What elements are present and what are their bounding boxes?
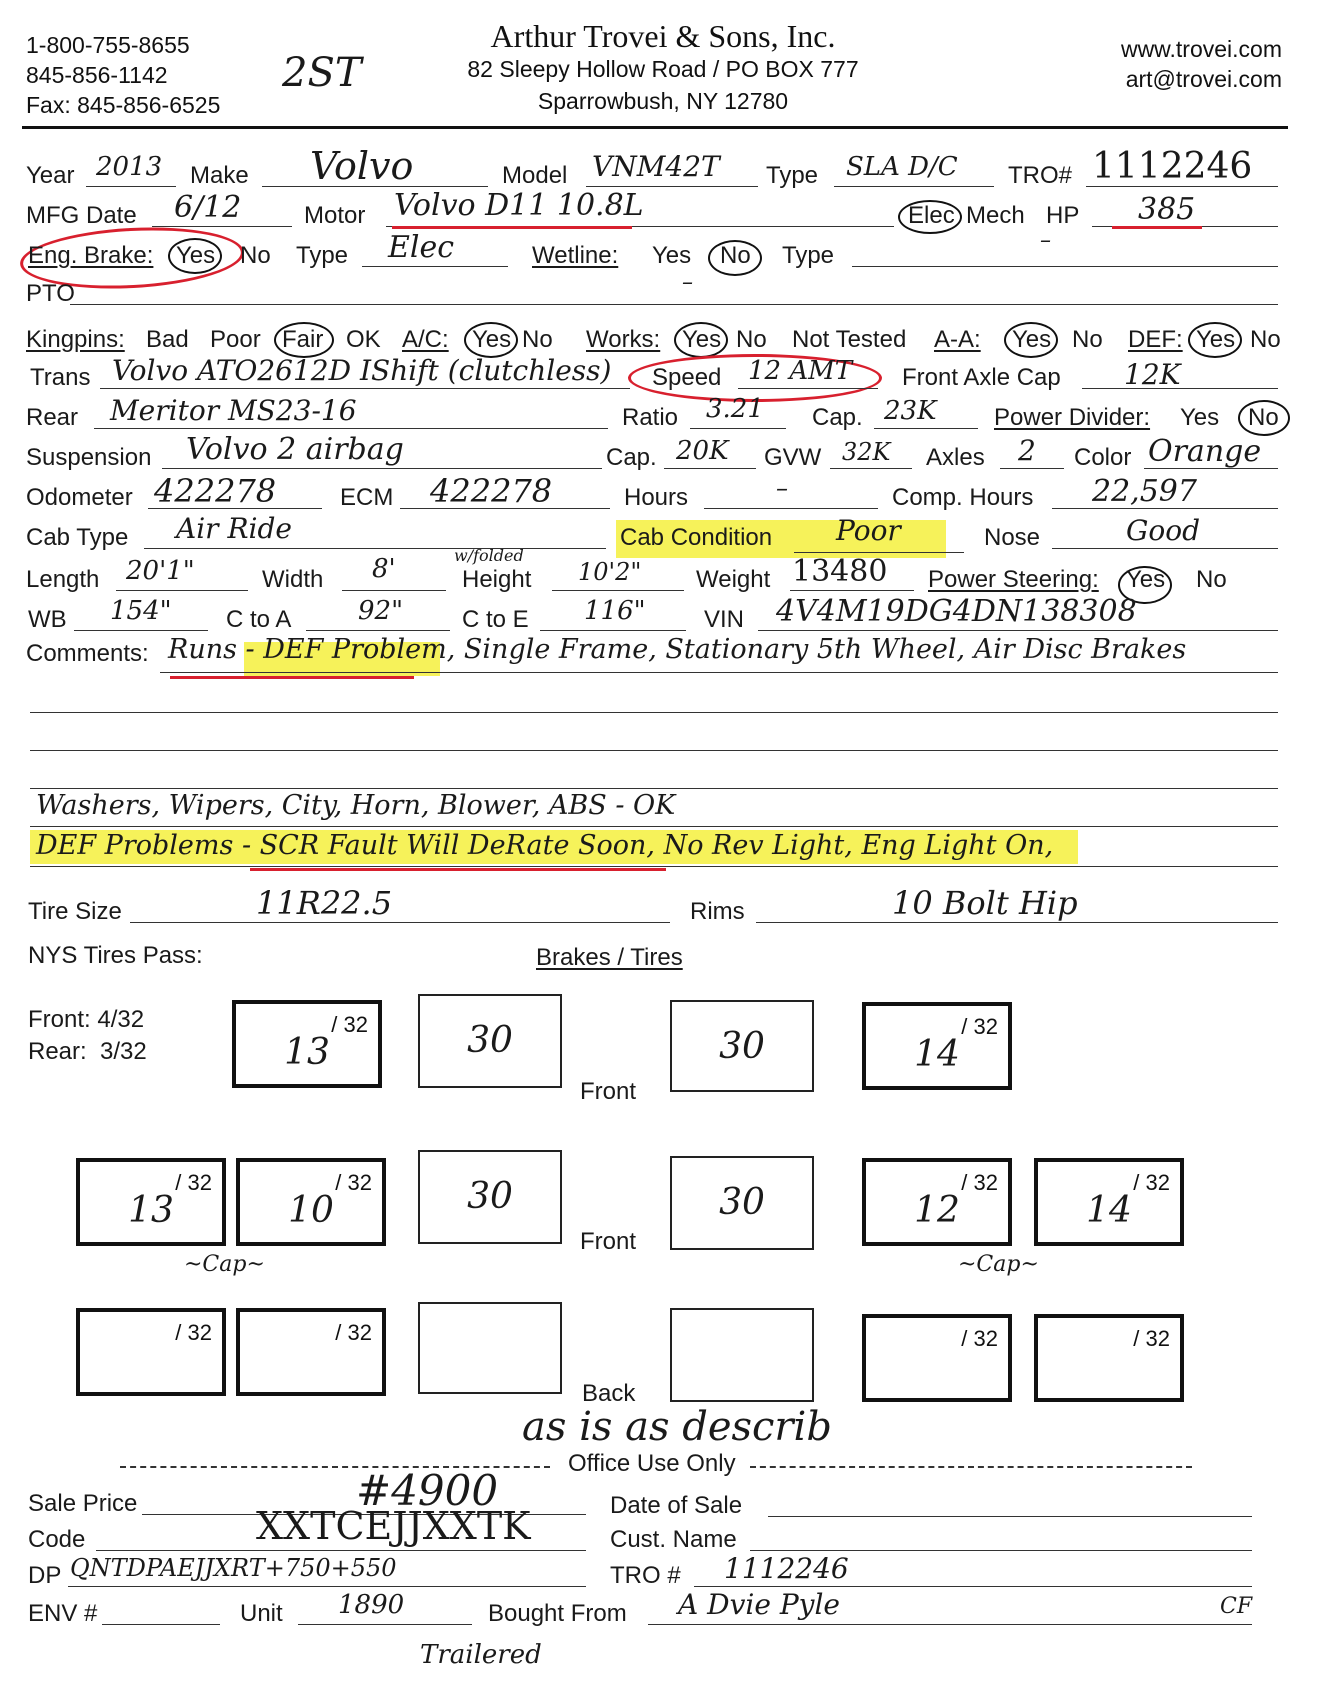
tire-mid-right-inner[interactable]: / 32 12 [862, 1158, 1012, 1246]
ac-no: No [522, 326, 553, 353]
front-axle-cap-label: Front Axle Cap [902, 364, 1061, 391]
phone-2: 845-856-1142 [26, 62, 168, 88]
wetline-yes: Yes [652, 242, 692, 269]
eng-brake-yes: Yes [176, 242, 216, 269]
c-to-e-label: C to E [462, 606, 529, 633]
power-divider-no: No [1248, 404, 1279, 431]
brake-mid-left[interactable]: 30 [418, 1150, 562, 1244]
header-divider [22, 126, 1288, 129]
year-value: 2013 [96, 152, 163, 182]
back-label: Back [582, 1380, 636, 1407]
tro-no-label: TRO # [610, 1562, 681, 1589]
cust-name-label: Cust. Name [610, 1526, 737, 1553]
rear-spec: Rear: 3/32 [28, 1038, 147, 1065]
bought-from-value: A Dvie Pyle [678, 1588, 840, 1621]
front-axle-cap-value: 12K [1124, 358, 1181, 391]
wetline-label: Wetline: [532, 242, 619, 269]
kingpins-bad: Bad [146, 326, 189, 353]
eng-brake-yes-circle [168, 238, 222, 274]
width-value: 8' [372, 554, 396, 584]
susp-cap-label: Cap. [606, 444, 657, 471]
elec-circle-mark [898, 200, 962, 234]
fax: Fax: 845-856-6525 [26, 92, 221, 118]
power-divider-no-circle [1238, 400, 1290, 436]
c-to-a-value: 92" [358, 596, 404, 626]
length-label: Length [26, 566, 100, 593]
gvw-value: 32K [842, 438, 891, 466]
c-to-e-value: 116" [584, 596, 646, 626]
height-label: Height [462, 566, 532, 593]
wetline-no: No [720, 242, 751, 269]
address-line-1: 82 Sleepy Hollow Road / PO BOX 777 [467, 56, 859, 82]
hours-label: Hours [624, 484, 689, 511]
brakes-tires-heading: Brakes / Tires [536, 944, 683, 971]
ac-yes: Yes [472, 326, 512, 353]
eng-brake-type-value: Elec [388, 230, 455, 265]
works-not-tested: Not Tested [792, 326, 907, 353]
code-label: Code [28, 1526, 86, 1553]
brake-mid-right[interactable]: 30 [670, 1156, 814, 1250]
front-spec: Front: 4/32 [28, 1006, 145, 1033]
speed-label: Speed [652, 364, 722, 391]
width-label: Width [262, 566, 324, 593]
sale-price-label: Sale Price [28, 1490, 138, 1517]
power-steering-label: Power Steering: [928, 566, 1099, 593]
nose-value: Good [1126, 514, 1201, 547]
c-to-a-label: C to A [226, 606, 292, 633]
power-divider-label: Power Divider: [994, 404, 1151, 431]
office-use-only-label: Office Use Only [568, 1450, 736, 1477]
def-yes-circle [1188, 322, 1242, 358]
bought-from-label: Bought From [488, 1600, 627, 1627]
color-label: Color [1074, 444, 1132, 471]
make-value: Volvo [310, 144, 414, 188]
axles-label: Axles [926, 444, 985, 471]
unit-label: Unit [240, 1600, 283, 1627]
front-label-1: Front [580, 1078, 637, 1105]
pto-label: PTO [26, 280, 75, 307]
aa-yes-circle [1004, 322, 1058, 358]
motor-label: Motor [304, 202, 366, 229]
tire-size-label: Tire Size [28, 898, 122, 925]
tire-mid-right-outer[interactable]: / 32 14 [1034, 1158, 1184, 1246]
tro-no-value: 1112246 [724, 1552, 849, 1585]
tire-mid-left-outer[interactable]: / 32 13 [76, 1158, 226, 1246]
comment-line-3: DEF Problems - SCR Fault Will DeRate Soon, No Rev Light, Eng Light On, [36, 830, 1054, 861]
tire-front-right[interactable]: / 32 14 [862, 1002, 1012, 1090]
works-label: Works: [586, 326, 661, 353]
brake-back-right[interactable] [670, 1308, 814, 1402]
suspension-label: Suspension [26, 444, 152, 471]
email: art@trovei.com [1125, 66, 1282, 92]
ecm-value: 422278 [430, 472, 553, 510]
make-label: Make [190, 162, 249, 189]
rear-cap-label: Cap. [812, 404, 863, 431]
power-steering-yes: Yes [1126, 566, 1166, 593]
front-label-2: Front [580, 1228, 637, 1255]
tro-label: TRO# [1008, 162, 1073, 189]
tro-value: 1112246 [1092, 146, 1253, 187]
tire-front-left[interactable]: / 32 13 [232, 1000, 382, 1088]
aa-label: A-A: [934, 326, 981, 353]
wb-label: WB [28, 606, 67, 633]
speed-value: 12 AMT [748, 356, 853, 386]
rims-value: 10 Bolt Hip [892, 884, 1078, 922]
kingpins-label: Kingpins: [26, 326, 125, 353]
mech-mark: – [1040, 228, 1051, 253]
handwritten-tag: 2ST [282, 50, 362, 96]
works-no: No [736, 326, 767, 353]
website: www.trovei.com [1120, 36, 1282, 62]
company-name: Arthur Trovei & Sons, Inc. [490, 18, 836, 54]
code-value: XXTCEJJXXTK [256, 1504, 531, 1548]
wetline-no-circle [708, 240, 762, 276]
rear-cap-value: 23K [884, 396, 937, 426]
unit-value: 1890 [338, 1590, 405, 1620]
type-label: Type [766, 162, 819, 189]
tire-size-value: 11R22.5 [256, 884, 393, 922]
rims-label: Rims [690, 898, 745, 925]
comment-line-2: Washers, Wipers, City, Horn, Blower, ABS - OK [36, 790, 676, 821]
problems-red-underline [250, 868, 666, 871]
model-value: VNM42T [592, 150, 720, 183]
tire-back-right-outer[interactable]: / 32 [1034, 1314, 1184, 1402]
elec-label: Elec [908, 202, 955, 229]
hp-label: HP [1046, 202, 1080, 229]
ratio-value: 3.21 [706, 394, 764, 424]
hours-value: – [776, 474, 788, 502]
aa-no: No [1072, 326, 1103, 353]
works-yes-circle [674, 322, 728, 358]
cab-type-value: Air Ride [176, 512, 292, 545]
env-label: ENV # [28, 1600, 98, 1627]
suspension-value: Volvo 2 airbag [186, 432, 404, 467]
gvw-label: GVW [764, 444, 822, 471]
ecm-label: ECM [340, 484, 394, 511]
rear-label: Rear [26, 404, 79, 431]
cab-condition-value: Poor [836, 514, 901, 547]
works-yes: Yes [682, 326, 722, 353]
eng-brake-type-label: Type [296, 242, 349, 269]
comp-hours-label: Comp. Hours [892, 484, 1034, 511]
wb-value: 154" [110, 596, 172, 626]
odometer-value: 422278 [154, 472, 277, 510]
rear-value: Meritor MS23-16 [110, 394, 357, 427]
kingpins-fair: Fair [282, 326, 324, 353]
dp-value: QNTDPAEJJXRT+750+550 [70, 1554, 397, 1582]
weight-value: 13480 [792, 554, 888, 589]
trailered-note: Trailered [420, 1640, 542, 1670]
sale-price-value: #4900 [356, 1466, 499, 1515]
date-of-sale-label: Date of Sale [610, 1492, 743, 1519]
phone-1: 1-800-755-8655 [26, 32, 190, 58]
tire-back-left-outer[interactable]: / 32 [76, 1308, 226, 1396]
comments-label: Comments: [26, 640, 149, 667]
height-note: w/folded [454, 546, 524, 565]
year-label: Year [26, 162, 75, 189]
motor-value: Volvo D11 10.8L [394, 188, 644, 223]
def-label: DEF: [1128, 326, 1183, 353]
eng-brake-no: No [240, 242, 271, 269]
eng-brake-label: Eng. Brake: [28, 242, 154, 269]
length-value: 20'1" [126, 556, 195, 586]
kingpins-ok: OK [346, 326, 381, 353]
nys-tires-pass-label: NYS Tires Pass: [28, 942, 203, 969]
comment-red-underline [170, 676, 414, 679]
brake-back-left[interactable] [418, 1302, 562, 1394]
trans-value: Volvo ATO2612D IShift (clutchless) [112, 354, 612, 387]
susp-cap-value: 20K [676, 436, 729, 466]
axles-value: 2 [1018, 434, 1036, 467]
cab-condition-label: Cab Condition [620, 524, 773, 551]
dp-label: DP [28, 1562, 62, 1589]
ac-label: A/C: [402, 326, 449, 353]
hp-red-underline [1112, 226, 1202, 229]
cf-initials: CF [1220, 1594, 1253, 1619]
vin-label: VIN [704, 606, 745, 633]
cab-type-label: Cab Type [26, 524, 129, 551]
def-no: No [1250, 326, 1281, 353]
weight-label: Weight [696, 566, 771, 593]
mech-label: Mech [966, 202, 1025, 229]
mfg-date-value: 6/12 [174, 190, 242, 225]
kingpins-fair-circle [274, 322, 334, 358]
height-value: 10'2" [578, 558, 642, 586]
comp-hours-value: 22,597 [1092, 474, 1197, 509]
cap-note-right: ~Cap~ [958, 1252, 1039, 1277]
wetline-mark: – [682, 270, 693, 295]
motor-red-underline [392, 226, 632, 229]
ratio-label: Ratio [622, 404, 679, 431]
def-yes: Yes [1196, 326, 1236, 353]
brake-front-right[interactable]: 30 [670, 1000, 814, 1092]
cap-note-left: ~Cap~ [184, 1252, 265, 1277]
kingpins-poor: Poor [210, 326, 261, 353]
nose-label: Nose [984, 524, 1041, 551]
tire-back-left-inner[interactable]: / 32 [236, 1308, 386, 1396]
comment-line-1: Runs - DEF Problem, Single Frame, Stationary 5th Wheel, Air Disc Brakes [168, 634, 1187, 665]
brake-front-left[interactable]: 30 [418, 994, 562, 1088]
power-divider-yes: Yes [1180, 404, 1220, 431]
aa-yes: Yes [1012, 326, 1052, 353]
ac-yes-circle [464, 322, 518, 358]
power-steering-no: No [1196, 566, 1227, 593]
tire-back-right-inner[interactable]: / 32 [862, 1314, 1012, 1402]
trans-label: Trans [30, 364, 91, 391]
odometer-label: Odometer [26, 484, 133, 511]
as-is-note: as is as describ [522, 1404, 832, 1450]
vin-value: 4V4M19DG4DN138308 [776, 594, 1137, 629]
type-value: SLA D/C [846, 152, 958, 182]
address-line-2: Sparrowbush, NY 12780 [537, 88, 789, 114]
model-label: Model [502, 162, 568, 189]
color-value: Orange [1148, 434, 1262, 469]
hp-value: 385 [1138, 192, 1196, 227]
tire-mid-left-inner[interactable]: / 32 10 [236, 1158, 386, 1246]
mfg-date-label: MFG Date [26, 202, 137, 229]
wetline-type-label: Type [782, 242, 835, 269]
